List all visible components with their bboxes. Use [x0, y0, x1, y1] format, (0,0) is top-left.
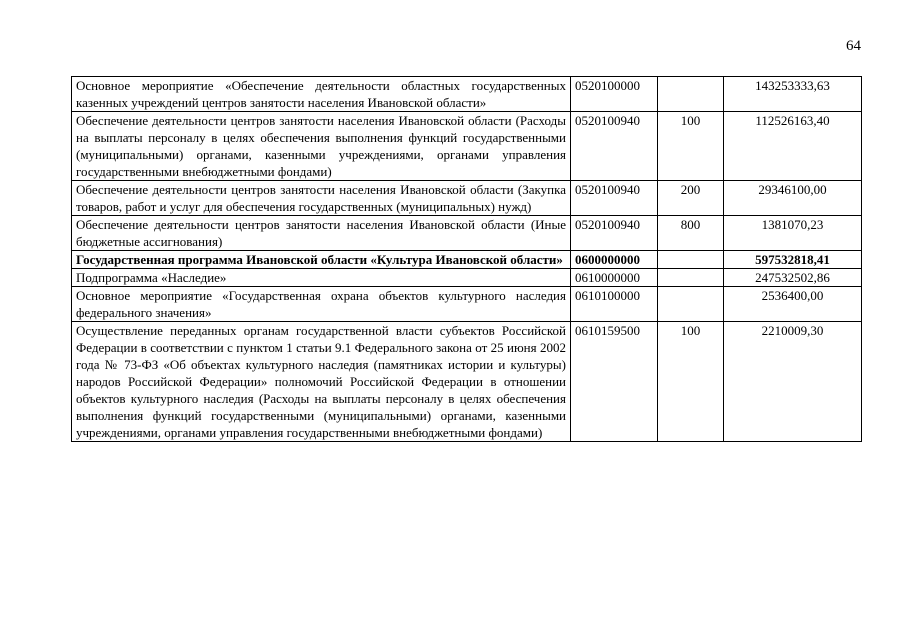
row-expense-type-cell: 200 — [658, 181, 724, 216]
row-name-cell: Обеспечение деятельности центров занятости населения Ивановской области (Закупка товаров, работ и услуг для обеспечения государственных (муниципальных) нужд) — [72, 181, 571, 216]
table-row — [72, 251, 862, 269]
table-row — [72, 216, 862, 251]
table-row — [72, 287, 862, 322]
row-code-cell: 0610159500 — [571, 322, 658, 442]
row-expense-type-cell: 100 — [658, 112, 724, 181]
row-code-cell: 0520100000 — [571, 77, 658, 112]
row-amount-cell: 112526163,40 — [724, 112, 862, 181]
row-code-cell: 0610000000 — [571, 269, 658, 287]
row-name-cell: Подпрограмма «Наследие» — [72, 269, 571, 287]
row-amount-cell: 247532502,86 — [724, 269, 862, 287]
row-code-cell: 0520100940 — [571, 181, 658, 216]
row-expense-type-cell — [658, 77, 724, 112]
row-amount-cell: 2536400,00 — [724, 287, 862, 322]
row-amount-cell: 29346100,00 — [724, 181, 862, 216]
row-expense-type-cell: 100 — [658, 322, 724, 442]
row-code-cell: 0610100000 — [571, 287, 658, 322]
table-row — [72, 77, 862, 112]
table-body — [72, 77, 862, 442]
table-row — [72, 181, 862, 216]
table-row — [72, 269, 862, 287]
row-amount-cell: 597532818,41 — [724, 251, 862, 269]
table-row — [72, 112, 862, 181]
row-code-cell: 0520100940 — [571, 112, 658, 181]
table-row — [72, 322, 862, 442]
row-amount-cell: 2210009,30 — [724, 322, 862, 442]
row-name-cell: Обеспечение деятельности центров занятости населения Ивановской области (Расходы на выплаты персоналу в целях обеспечения выполнения функций государственными (муниципальными) органами, казенными учреждениями, органами управления государственными внебюджетными фондами) — [72, 112, 571, 181]
page-number: 64 — [846, 38, 861, 54]
row-amount-cell: 1381070,23 — [724, 216, 862, 251]
budget-table — [71, 76, 862, 442]
row-expense-type-cell: 800 — [658, 216, 724, 251]
row-expense-type-cell — [658, 251, 724, 269]
row-name-cell: Государственная программа Ивановской области «Культура Ивановской области» — [72, 251, 571, 269]
row-amount-cell: 143253333,63 — [724, 77, 862, 112]
row-code-cell: 0600000000 — [571, 251, 658, 269]
row-code-cell: 0520100940 — [571, 216, 658, 251]
row-name-cell: Основное мероприятие «Обеспечение деятельности областных государственных казенных учреждений центров занятости населения Ивановской области» — [72, 77, 571, 112]
row-name-cell: Обеспечение деятельности центров занятости населения Ивановской области (Иные бюджетные ассигнования) — [72, 216, 571, 251]
row-expense-type-cell — [658, 287, 724, 322]
row-expense-type-cell — [658, 269, 724, 287]
row-name-cell: Основное мероприятие «Государственная охрана объектов культурного наследия федерального значения» — [72, 287, 571, 322]
row-name-cell: Осуществление переданных органам государственной власти субъектов Российской Федерации в соответствии с пунктом 1 статьи 9.1 Федерального закона от 25 июня 2002 года № 73-ФЗ «Об объектах культурного наследия (памятниках истории и культуры) народов Российской Федерации» полномочий Российской Федерации в отношении объектов культурного наследия (Расходы на выплаты персоналу в целях обеспечения выполнения функций государственными (муниципальными) органами, казенными учреждениями, органами управления государственными внебюджетными фондами) — [72, 322, 571, 442]
